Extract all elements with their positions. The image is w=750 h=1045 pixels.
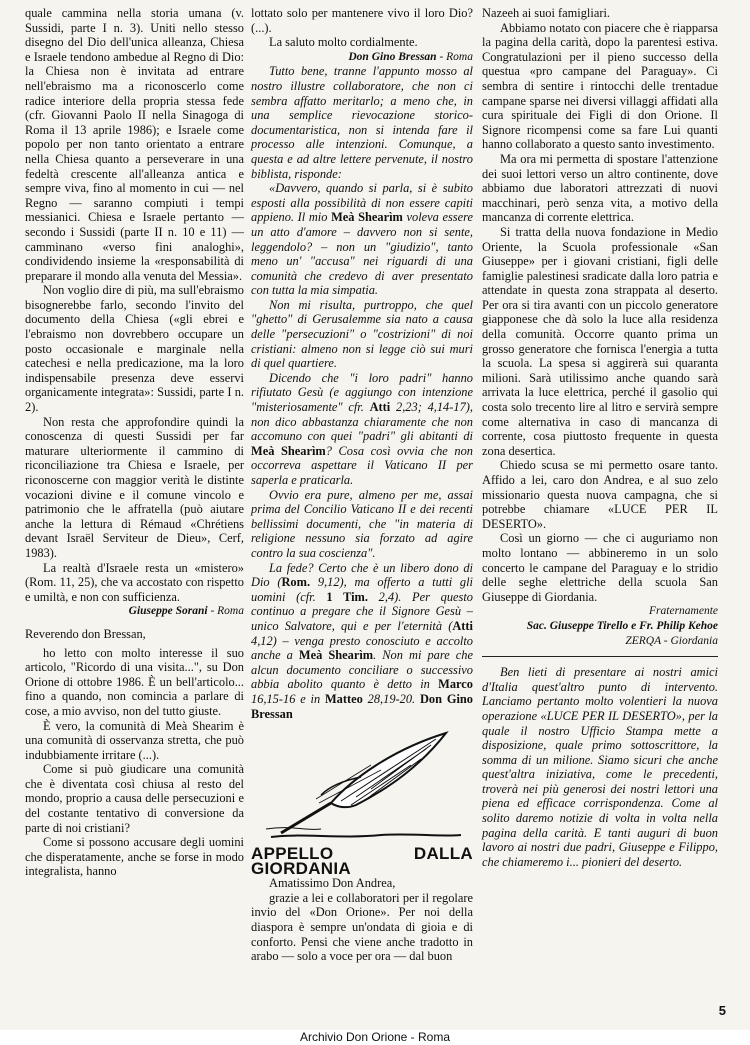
signature-names: Sac. Giuseppe Tirello e Fr. Philip Kehoe xyxy=(526,619,718,632)
quill-pen-illustration xyxy=(261,725,461,845)
signature-falcone xyxy=(251,50,473,65)
paragraph: La fede? Certo che è un libero dono di Dio (Rom. 9,12), ma offerto a tutti gli uomini (cfr. 1 Tim. 2,4). Per questo continuo a pregare che il Signore Gesù – unico Salvatore, qui e per l'eternità (Atti 4,12) – venga presto conosciuto e accolto anche a Meà Shearìm. Non mi pare che alcun documento conciliare o successivo abbia abolito quanto è detto in Marco 16,15-16 e in Matteo 28,19-20. Don Gino Bressan xyxy=(251,560,473,721)
signature-name: Don Gino Bressan xyxy=(348,50,437,63)
paragraph: Ovvio era pure, almeno per me, assai prima del Concilio Vaticano II e dei recenti bellissimi documenti, che "in materia di religione nessuno sia forzato ad agire contro la sua coscienza". xyxy=(251,487,473,560)
signature-sorani xyxy=(25,604,244,619)
signature-name: Giuseppe Sorani xyxy=(128,605,208,618)
paragraph: La saluto molto cordialmente. xyxy=(269,35,418,50)
paragraph: «Davvero, quando si parla, si è subito esposti alla possibilità di non essere capiti appieno. Il mio Meà Shearìm voleva essere un atto d'amore – davvero non si sente, leggendolo? – non un "giudizio", tanto meno un' "accusa" nei riguardi di una comunità che credevo di aver presentato con tutta la mia simpatia. xyxy=(251,181,473,298)
column-2 xyxy=(251,6,473,964)
paragraph: Come si possono accusare degli uomini che disperatamente, anche se forse in modo integralista, hanno xyxy=(25,835,244,879)
paragraph: quale cammina nella storia umana (v. Sussidi, parte I n. 3). Uniti nello stesso disegno del Dio dell'unica alleanza, Chiesa e Israele tendono ambedue al Regno di Dio: la Chiesa non è invitata ad entrare nell'ebraismo ma a riconoscerlo come radice interiore della propria stessa fede (cfr. Giovanni Paolo II nella Sinagoga di Roma il 13 aprile 1986); e Israele come popolo per non tanto orientato a entrare nella Chiesa quanto a perseverare in una fedeltà crescente all'alleanza antica e sempre viva, fino al momento in cui — nel Regno — saranno compiuti i tempi messianici. Chiesa e Israele pertanto — secondo i Sussidi (parte II n. 10 e 11) — camminano «verso fini analoghi», condividendo insieme la «responsabilità di preparare il mondo alla venuta del Messia». xyxy=(25,6,244,283)
letter-salutation: Amatissimo Don Andrea, xyxy=(269,876,396,891)
editor-note: Tutto bene, tranne l'appunto mosso al nostro illustre collaboratore, che non ci sembra affatto meritarlo; a meno che, in una semplice rievocazione storico-documentaristica, non si intenda fare il processo alle intenzioni. Comunque, a questa e ad altre lettere pervenute, il nostro biblista, risponde: xyxy=(251,64,473,181)
paragraph: grazie a lei e collaboratori per il regolare invio del «Don Orione». Per noi della diaspora è sempre un'ondata di gioia e di conforto. Pensi che viene anche tradotto in arabo — solo a voce per ora — dal buon xyxy=(251,890,473,964)
column-3 xyxy=(482,6,718,869)
paragraph: Ma ora mi permetta di spostare l'attenzione dei suoi lettori verso un altro continente, dove abbiamo due laboratori attrezzati di nuovi macchinari, però senza vita, a motivo della mancanza di corrente elettrica. xyxy=(482,151,718,225)
paragraph: Abbiamo notato con piacere che è riapparsa la pagina della carità, dopo la parentesi estiva. Congratulazioni per il pieno successo della questua «pro campane del Paraguay». Ci sembra di sentire i rintocchi delle trentadue campane sparse nei diversi villaggi affidati alla cura spirituale dei Figli di don Orione. Il Signore ricompensi come sa fare Lui quanti hanno collaborato a questo santo investimento. xyxy=(482,20,718,152)
paragraph: Non mi risulta, purtroppo, che quel "ghetto" di Gerusalemme sia nato a causa delle "persecuzioni" o "costrizioni" di noi cristiani: almeno non si legge ciò sui muri di quel quartiere. xyxy=(251,297,473,371)
paragraph: Si tratta della nuova fondazione in Medio Oriente, la Scuola professionale «San Giuseppe» per i giovani cristiani, figli delle famiglie palestinesi sradicate dalla loro patria e attendate in questa zona strappata al deserto. Per ora si tira avanti con un piccolo generatore giapponese che dà solo la luce alla residenza della comunità. Occorre quanto prima un grosso generatore che fornisca l'energia a tutta la scuola. La spesa si aggirerà sui quaranta milioni. Sarà utilissimo anche quando sarà arrivata la luce elettrica, perché il gasolio qui costa solo trecento lire al litro e servirà sempre come alternativa in caso di mancanza di corrente, cosa piuttosto frequente in questa zona desertica. xyxy=(482,224,718,458)
divider xyxy=(482,656,718,657)
article-heading: APPELLO DALLA GIORDANIA xyxy=(251,844,473,878)
column-1 xyxy=(25,6,244,879)
paragraph: ho letto con molto interesse il suo articolo, "Ricordo di una visita...", su Don Orione di ottobre 1986. È un bell'articolo... fino a quando, non comincia a parlare di cose, a mio avviso, non del tutto giuste. xyxy=(25,645,244,718)
page-number: 5 xyxy=(718,1003,726,1018)
paragraph: È vero, la comunità di Meà Shearim è una comunità di osservanza stretta, che può indubbiamente irritare (...). xyxy=(25,718,244,762)
signature-place: ZERQA - Giordania xyxy=(625,634,718,647)
paragraph: Chiedo scusa se mi permetto osare tanto. Affido a lei, caro don Andrea, e al suo zelo missionario questa nuova campagna, che si potrebbe chiamare «LUCE PER IL DESERTO». xyxy=(482,458,718,531)
signature-place: - Roma xyxy=(439,50,473,63)
paragraph: Come si può giudicare una comunità che è diventata così chiusa al resto del mondo, proprio a causa delle persecuzioni e del costante tentativo di conversione da parte di noi cristiani? xyxy=(25,762,244,835)
letter-salutation: Reverendo don Bressan, xyxy=(25,626,146,641)
signature-place: - Roma xyxy=(210,605,244,618)
paragraph: Nazeeh ai suoi famigliari. xyxy=(482,6,610,20)
signature-close: Fraternamente xyxy=(649,605,718,618)
paragraph: Dicendo che "i loro padri" hanno rifiutato Gesù (e aggiungo con intenzione "misteriosamente" cfr. Atti 2,23; 4,14-17), non dico abbastanza chiaramente che non accomuno con quei "padri" gli abitanti di Meà Shearìm? Cosa così ovvia che non occorreva aspettare il Vaticano II per saperla e praticarla. xyxy=(251,370,473,487)
paragraph: lottato solo per mantenere vivo il loro Dio? (...). xyxy=(251,6,473,35)
paragraph: Così un giorno — che ci auguriamo non molto lontano — abbineremo in un solo concerto le campane del Paraguay e lo stridio delle seghe elettriche della scuola San Giuseppe di Giordania. xyxy=(482,531,718,604)
signature-bressan: Don Gino Bressan xyxy=(251,691,473,721)
editor-reply: Ben lieti di presentare ai nostri amici d'Italia quest'altro punto di intervento. Lanciamo pertanto molto volentieri la nuova operazione «LUCE PER IL DESERTO», per la quale il nostro Ufficio Stampa mette a disposizione, quale primo sottoscrittore, la somma di un milione. Siamo sicuri che anche quest'altra iniziativa, come le precedenti, troverà nei più generosi dei nostri lettori una piena ed efficace corrispondenza. Come al solito daremo notizie di volta in volta nella pagina della carità. E tanti auguri di buon lavoro ai nostri due padri, Giuseppe e Filippo, che chiameremo i... pionieri del deserto. xyxy=(482,665,718,869)
paragraph: Non voglio dire di più, ma sull'ebraismo bisognerebbe farlo, secondo l'invito del documento della Chiesa («gli ebrei e l'ebraismo non dovrebbero occupare un posto occasionale e marginale nella catechesi e nella predicazione, ma la loro indispensabile presenza deve esservi organicamente integrata»: Sussidi, parte I n. 2). xyxy=(25,283,244,415)
paragraph: Non resta che approfondire quindi la conoscenza di questi Sussidi per far maturare ulteriormente il cammino di riconciliazione tra Chiesa e Israele, per riconoscerne con maggior verità le distinte vocazioni divine e il comune vincolo e patrimonio che le affratella (può aiutare anche la lettura di Rémaud «Chrétiens devant Israël Serviteur de Dieu», Cerf, 1983). xyxy=(25,414,244,560)
archive-footer: Archivio Don Orione - Roma xyxy=(0,1030,750,1045)
paragraph: La realtà d'Israele resta un «mistero» (Rom. 11, 25), che va accostato con rispetto e umiltà, e non con sufficienza. xyxy=(25,560,244,604)
